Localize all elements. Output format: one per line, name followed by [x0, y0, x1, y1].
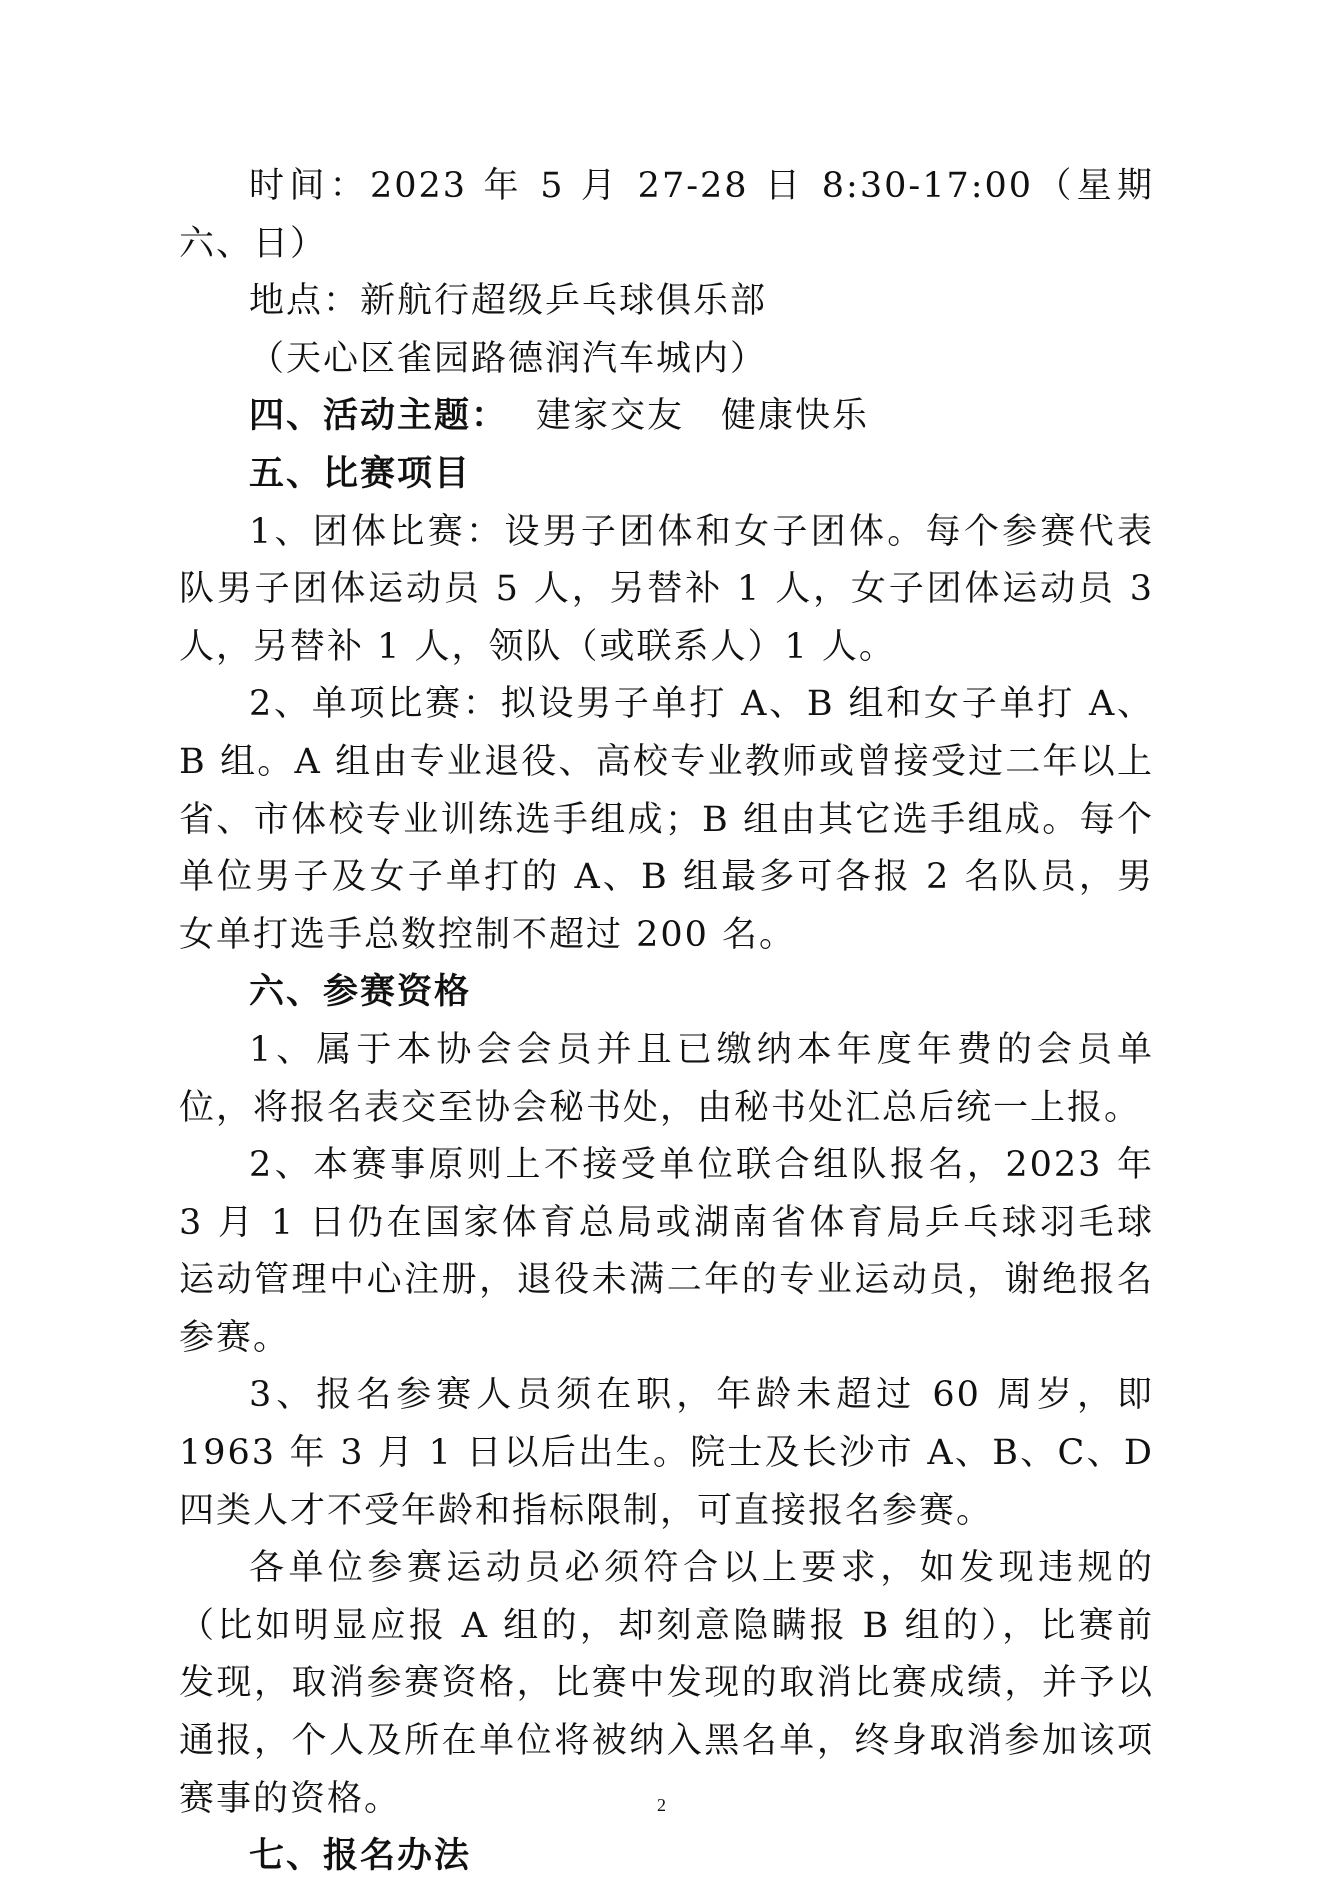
- section-4-heading: 四、活动主题：: [249, 396, 509, 437]
- eligibility-warning-paragraph: 各单位参赛运动员必须符合以上要求，如发现违规的（比如明显应报 A 组的，却刻意隐瞒报 B 组的），比赛前发现，取消参赛资格，比赛中发现的取消比赛成绩，并予以通报，个人及所在单位将被纳入黑名单，终身取消参加该项赛事的资格。: [179, 1548, 1154, 1819]
- eligibility-paragraph-1: 1、属于本协会会员并且已缴纳本年度年费的会员单位，将报名表交至协会秘书处，由秘书处汇总后统一上报。: [179, 1029, 1154, 1128]
- section-5-heading: 五、比赛项目: [249, 453, 472, 494]
- eligibility-paragraph-2: 2、本赛事原则上不接受单位联合组队报名，2023 年 3 月 1 日仍在国家体育总局或湖南省体育局乒乓球羽毛球运动管理中心注册，退役未满二年的专业运动员，谢绝报名参赛。: [179, 1145, 1168, 1358]
- document-page: [179, 158, 1168, 1886]
- section-7-heading: 七、报名办法: [249, 1836, 472, 1877]
- section-6-heading: 六、参赛资格: [249, 972, 472, 1013]
- event-time: 时间：2023 年 5 月 27-28 日 8:30-17:00（星期六、日）: [179, 166, 1154, 264]
- eligibility-paragraph-3: 3、报名参赛人员须在职，年龄未超过 60 周岁，即 1963 年 3 月 1 日以后出生。院士及长沙市 A、B、C、D 四类人才不受年龄和指标限制，可直接报名参赛。: [179, 1375, 1168, 1531]
- activity-theme: 建家交友 健康快乐: [536, 396, 870, 437]
- page-number: 2: [657, 1795, 666, 1815]
- event-venue-address: （天心区雀园路德润汽车城内）: [249, 338, 768, 379]
- event-venue: 地点：新航行超级乒乓球俱乐部: [249, 281, 768, 322]
- team-competition-paragraph: 1、团体比赛：设男子团体和女子团体。每个参赛代表队男子团体运动员 5 人，另替补 1 人，女子团体运动员 3 人，另替补 1 人，领队（或联系人）1 人。: [179, 511, 1168, 667]
- section-4-heading-line: [179, 388, 1154, 446]
- singles-competition-paragraph: 2、单项比赛：拟设男子单打 A、B 组和女子单打 A、B 组。A 组由专业退役、高校专业教师或曾接受过二年以上省、市体校专业训练选手组成；B 组由其它选手组成。每个单位男子及女子单打的 A、B 组最多可各报 2 名队员，男女单打选手总数控制不超过 200 名。: [179, 684, 1154, 955]
